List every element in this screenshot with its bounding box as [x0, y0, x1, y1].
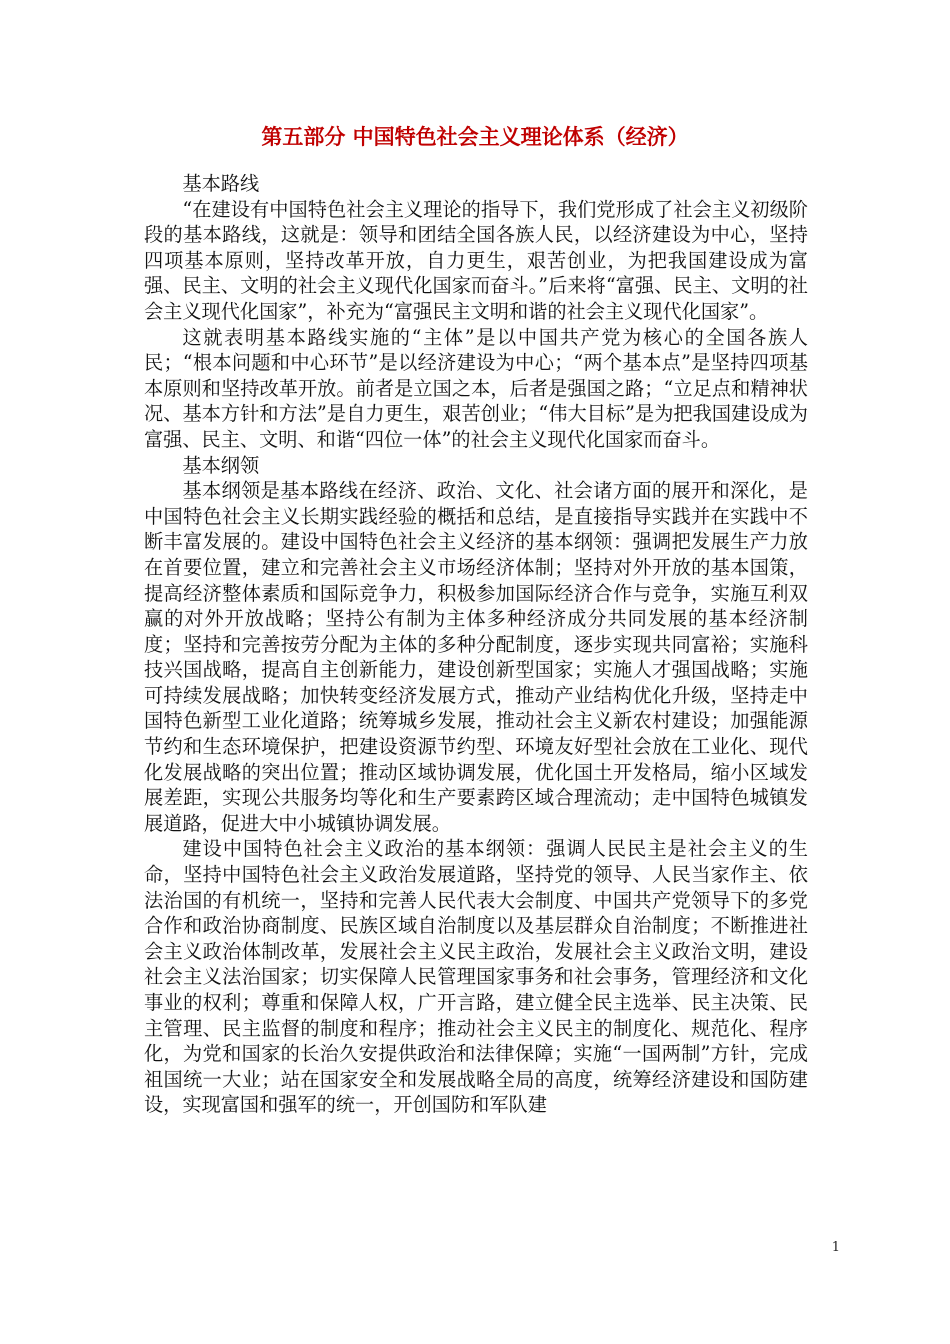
paragraph: 这就表明基本路线实施的“主体”是以中国共产党为核心的全国各族人民；“根本问题和中心环节”是以经济建设为中心；“两个基本点”是坚持四项基本原则和坚持改革开放。前者是立国之本，后者是强国之路；“立足点和精神状况、基本方针和方法”是自力更生，艰苦创业；“伟大目标”是为把我国建设成为富强、民主、文明、和谐“四位一体”的社会主义现代化国家而奋斗。 [144, 325, 808, 451]
document-body [144, 171, 808, 1118]
section-heading-basic-line: 基本路线 [182, 172, 260, 195]
paragraph: 基本纲领是基本路线在经济、政治、文化、社会诸方面的展开和深化，是中国特色社会主义长期实践经验的概括和总结，是直接指导实践并在实践中不断丰富发展的。建设中国特色社会主义经济的基本纲领：强调把发展生产力放在首要位置，建立和完善社会主义市场经济体制；坚持对外开放的基本国策，提高经济整体素质和国际竞争力，积极参加国际经济合作与竞争，实施互利双赢的对外开放战略；坚持公有制为主体多种经济成分共同发展的基本经济制度；坚持和完善按劳分配为主体的多种分配制度，逐步实现共同富裕；实施科技兴国战略，提高自主创新能力，建设创新型国家；实施人才强国战略；实施可持续发展战略；加快转变经济发展方式，推动产业结构优化升级，坚持走中国特色新型工业化道路；统筹城乡发展，推动社会主义新农村建设；加强能源节约和生态环境保护，把建设资源节约型、环境友好型社会放在工业化、现代化发展战略的突出位置；推动区域协调发展，优化国土开发格局，缩小区域发展差距，实现公共服务均等化和生产要素跨区域合理流动；走中国特色城镇发展道路，促进大中小城镇协调发展。 [144, 479, 808, 835]
page-number: 1 [831, 1240, 840, 1255]
paragraph: 建设中国特色社会主义政治的基本纲领：强调人民民主是社会主义的生命，坚持中国特色社会主义政治发展道路，坚持党的领导、人民当家作主、依法治国的有机统一，坚持和完善人民代表大会制度、中国共产党领导下的多党合作和政治协商制度、民族区域自治制度以及基层群众自治制度；不断推进社会主义政治体制改革，发展社会主义民主政治，发展社会主义政治文明，建设社会主义法治国家；切实保障人民管理国家事务和社会事务，管理经济和文化事业的权利；尊重和保障人权，广开言路，建立健全民主选举、民主决策、民主管理、民主监督的制度和程序；推动社会主义民主的制度化、规范化、程序化，为党和国家的长治久安提供政治和法律保障；实施“一国两制”方针，完成祖国统一大业；站在国家安全和发展战略全局的高度，统筹经济建设和国防建设，实现富国和强军的统一，开创国防和军队建 [144, 837, 808, 1117]
section-heading-basic-program: 基本纲领 [182, 453, 260, 477]
paragraph: “在建设有中国特色社会主义理论的指导下，我们党形成了社会主义初级阶段的基本路线，这就是：领导和团结全国各族人民，以经济建设为中心，坚持四项基本原则，坚持改革开放，自力更生，艰苦创业，为把我国建设成为富强、民主、文明的社会主义现代化国家而奋斗。”后来将“富强、民主、文明的社会主义现代化国家”，补充为“富强民主文明和谐的社会主义现代化国家”。 [144, 197, 808, 323]
document-title: 第五部分 中国特色社会主义理论体系（经济） [261, 125, 689, 149]
